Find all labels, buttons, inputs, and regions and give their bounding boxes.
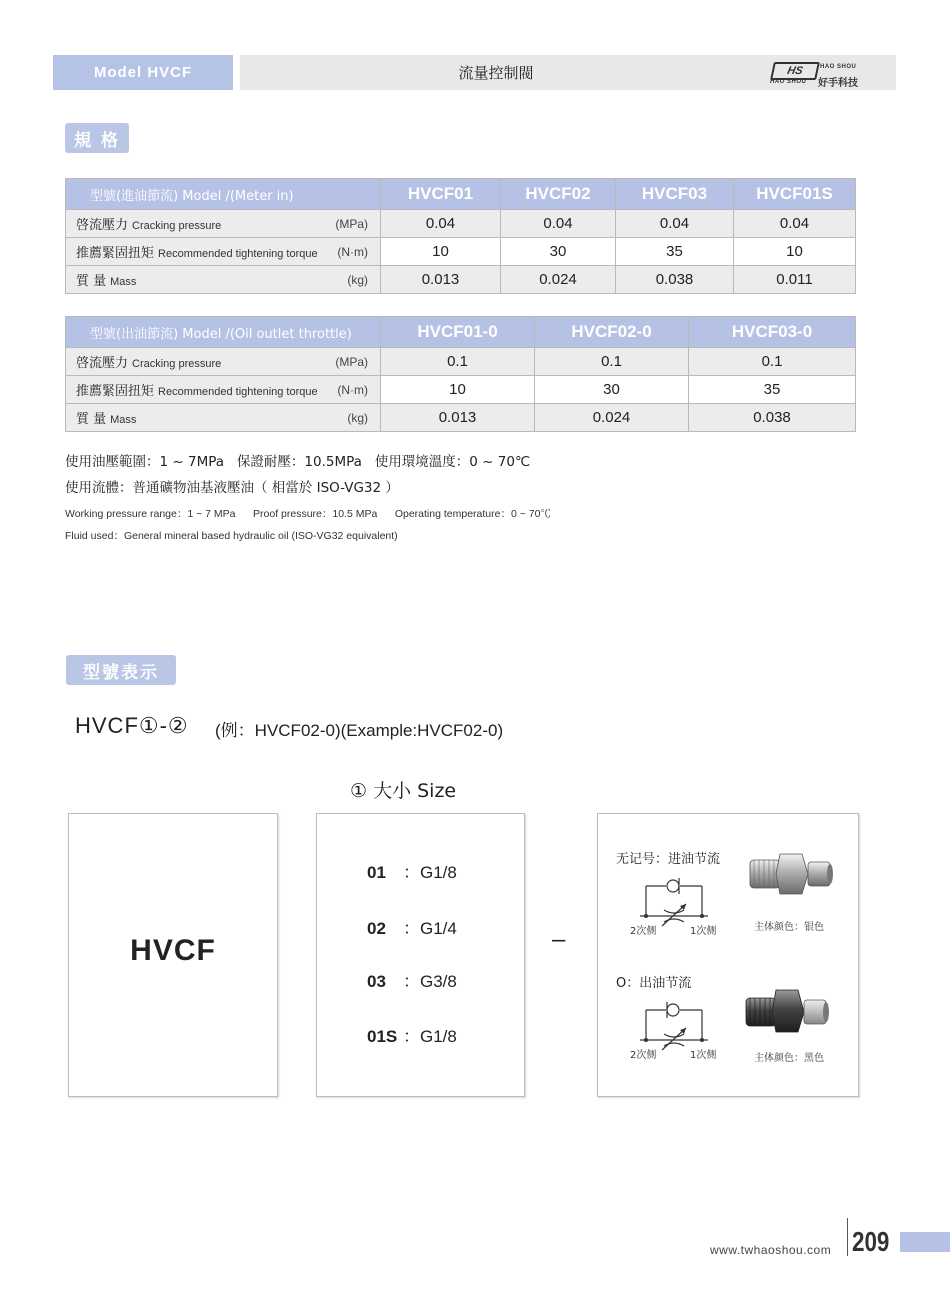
- table-cell: 0.04: [616, 210, 734, 238]
- table-cell: 0.024: [535, 404, 689, 432]
- column-header: HVCF02-0: [535, 317, 689, 348]
- table-cell: 0.024: [501, 266, 616, 294]
- row-unit: (MPa): [335, 354, 368, 369]
- size-box: [316, 813, 525, 1097]
- model-example: (例：HVCF02-0)(Example:HVCF02-0): [215, 721, 504, 740]
- table-cell: 0.1: [689, 348, 856, 376]
- spec-section-tag: 規 格: [65, 123, 129, 153]
- row-label-en: Cracking pressure: [132, 358, 222, 370]
- row-label-en: Cracking pressure: [132, 220, 222, 232]
- row-label-en: Recommended tightening torque: [158, 386, 318, 398]
- row-unit: (kg): [347, 272, 368, 287]
- row-label-cn: 質 量: [76, 274, 107, 289]
- page-number: 209: [852, 1226, 890, 1257]
- table-cell: 10: [734, 238, 856, 266]
- table-row: [66, 266, 856, 294]
- port-label: 1次侧: [690, 1050, 717, 1061]
- table-cell: 0.013: [381, 404, 535, 432]
- table-cell: 0.04: [734, 210, 856, 238]
- footer-accent-bar: [900, 1232, 950, 1252]
- row-label-cn: 推薦緊固扭矩: [76, 246, 155, 261]
- table-cell: 0.04: [381, 210, 501, 238]
- column-header: HVCF02: [501, 179, 616, 210]
- dash-separator: –: [552, 926, 566, 953]
- port-label: 2次侧: [630, 926, 657, 937]
- black-valve-image: [744, 982, 830, 1038]
- option-title: O：出油节流: [616, 976, 692, 991]
- row-label-en: Mass: [110, 276, 137, 288]
- table-row: [66, 404, 856, 432]
- note-en-fluid: Fluid used：General mineral based hydraulic oil (ISO-VG32 equivalent): [65, 530, 398, 542]
- note-en-pressure: Working pressure range：1 ~ 7 MPa Proof pressure：10.5 MPa Operating temperature：0 ~ 70℃: [65, 508, 551, 520]
- company-logo: [770, 62, 890, 89]
- table-cell: 10: [381, 238, 501, 266]
- row-label-cn: 啓流壓力: [76, 218, 129, 233]
- table-cell: 35: [689, 376, 856, 404]
- table-cell: 10: [381, 376, 535, 404]
- table-row: [66, 210, 856, 238]
- table-cell: 0.038: [616, 266, 734, 294]
- option-title: 无记号：进油节流: [616, 852, 721, 867]
- note-cn-pressure: 使用油壓範圍：1 ~ 7MPa 保證耐壓：10.5MPa 使用環境溫度：0 ~ 70℃: [65, 454, 531, 470]
- column-header: HVCF01S: [734, 179, 856, 210]
- row-unit: (N·m): [337, 244, 368, 259]
- series-label: HVCF: [130, 934, 216, 967]
- row-unit: (N·m): [337, 382, 368, 397]
- spec-table-outlet-throttle: [65, 316, 856, 432]
- model-section-tag: 型號表示: [66, 655, 176, 685]
- table-cell: 0.011: [734, 266, 856, 294]
- table-row: [66, 376, 856, 404]
- footer-divider: [847, 1218, 848, 1256]
- body-color-label: 主体颜色：银色: [754, 922, 824, 933]
- table-cell: 0.1: [535, 348, 689, 376]
- size-row: 03 ：G3/8: [367, 972, 457, 991]
- logo-mark: HS: [770, 62, 820, 80]
- silver-valve-image: [748, 848, 834, 900]
- column-header: HVCF01: [381, 179, 501, 210]
- footer-url: www.twhaoshou.com: [710, 1243, 832, 1257]
- row-label-en: Recommended tightening torque: [158, 248, 318, 260]
- column-header: HVCF01-0: [381, 317, 535, 348]
- table-cell: 0.04: [501, 210, 616, 238]
- page-title: 流量控制閥: [458, 64, 534, 82]
- table-cell: 30: [501, 238, 616, 266]
- series-box: [68, 813, 278, 1097]
- logo-sub: HAO SHOU: [770, 79, 807, 85]
- row-label-cn: 啓流壓力: [76, 356, 129, 371]
- column-header: HVCF03-0: [689, 317, 856, 348]
- table-row: [66, 238, 856, 266]
- row-label-en: Mass: [110, 414, 137, 426]
- table-model-header: 型號(進油節流) Model /(Meter in): [66, 179, 381, 210]
- table-cell: 0.013: [381, 266, 501, 294]
- note-cn-fluid: 使用流體：普通礦物油基液壓油（ 相當於 ISO-VG32 ）: [65, 480, 399, 496]
- table-cell: 30: [535, 376, 689, 404]
- row-unit: (kg): [347, 410, 368, 425]
- row-label-cn: 推薦緊固扭矩: [76, 384, 155, 399]
- body-color-label: 主体颜色：黑色: [754, 1053, 824, 1064]
- table-row: [66, 348, 856, 376]
- table-model-header: 型號(出油節流) Model /(Oil outlet throttle): [66, 317, 381, 348]
- logo-cn: 好手科技: [818, 78, 858, 89]
- size-row: 02 ：G1/4: [367, 919, 457, 938]
- model-code: HVCF①-②: [75, 713, 189, 738]
- spec-table-meter-in: [65, 178, 856, 294]
- option-box: [597, 813, 859, 1097]
- row-unit: (MPa): [335, 216, 368, 231]
- size-title: ① 大小 Size: [350, 780, 457, 802]
- table-cell: 0.038: [689, 404, 856, 432]
- column-header: HVCF03: [616, 179, 734, 210]
- size-row: 01S ：G1/8: [367, 1027, 457, 1046]
- table-cell: 35: [616, 238, 734, 266]
- model-badge: Model HVCF: [53, 55, 233, 90]
- size-row: 01 ：G1/8: [367, 863, 457, 882]
- table-cell: 0.1: [381, 348, 535, 376]
- row-label-cn: 質 量: [76, 412, 107, 427]
- port-label: 2次侧: [630, 1050, 657, 1061]
- port-label: 1次侧: [690, 926, 717, 937]
- logo-en: HAO SHOU: [820, 64, 857, 70]
